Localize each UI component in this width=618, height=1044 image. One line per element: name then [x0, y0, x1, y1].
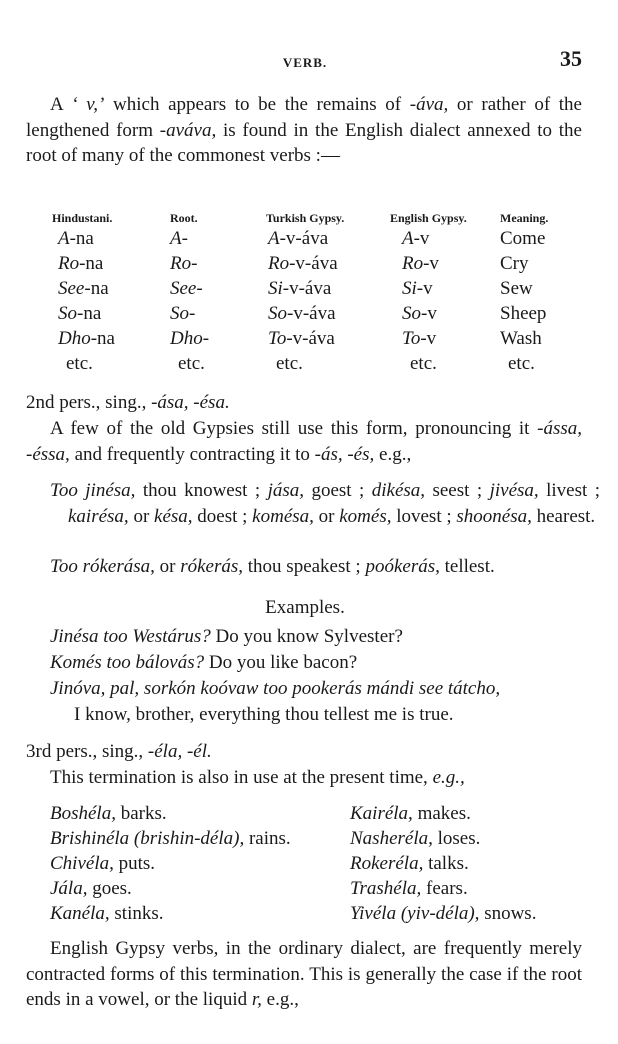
verb-entry: Nasheréla, loses.: [350, 828, 481, 849]
table-header-cell: Turkish Gypsy.: [266, 211, 345, 225]
verb-list-row: [50, 826, 582, 851]
verb-entry: Kairéla, makes.: [350, 803, 471, 824]
table-cell: Dho-na: [58, 328, 115, 349]
second-person-examples: Too jinésa, thou knowest ; jása, goest ; dikésa, seest ; jivésa, livest ; kairésa, or késa, doest ; komésa, or komés, lovest ; shoonésa, hearest.: [50, 480, 600, 527]
verb-entry: Kanéla, stinks.: [50, 903, 164, 924]
page-number: 35: [560, 46, 582, 71]
table-row: [52, 251, 592, 276]
table-cell: Sew: [500, 278, 533, 299]
table-row: [52, 326, 592, 351]
table-cell: Ro-v: [402, 253, 439, 274]
table-header-cell: English Gypsy.: [390, 211, 467, 225]
table-cell: etc.: [66, 353, 93, 374]
examples-heading: Examples.: [265, 597, 345, 618]
table-cell: So-: [170, 303, 196, 324]
second-person-label: 2nd pers., sing., -ása, -ésa.: [26, 392, 230, 413]
table-cell: etc.: [508, 353, 535, 374]
table-cell: To-v-áva: [268, 328, 335, 349]
verb-entry: Trashéla, fears.: [350, 878, 468, 899]
verb-entry: Jála, goes.: [50, 878, 132, 899]
table-row: [52, 301, 592, 326]
second-person-paragraph: A few of the old Gypsies still use this form, pronouncing it -ássa, -éssa, and frequently contracting it to -ás, -és, e.g.,: [26, 418, 582, 465]
verb-entry: Rokeréla, talks.: [350, 853, 469, 874]
table-cell: Ro-: [170, 253, 198, 274]
example-1: Jinésa too Westárus? Do you know Sylvester?: [50, 626, 403, 647]
table-cell: A-v: [402, 228, 430, 249]
verb-table: [52, 204, 592, 376]
verb-entry: Brishinéla (brishin-déla), rains.: [50, 828, 291, 849]
table-row: [52, 226, 592, 251]
table-cell: So-na: [58, 303, 102, 324]
table-header-cell: Meaning.: [500, 211, 549, 225]
running-title: VERB.: [282, 55, 328, 70]
table-header: [52, 204, 592, 226]
table-cell: etc.: [178, 353, 205, 374]
table-cell: Ro-na: [58, 253, 104, 274]
example-2: Komés too bálovás? Do you like bacon?: [50, 652, 358, 673]
second-person-speak: Too rókerása, or rókerás, thou speakest ; poókerás, tellest.: [50, 556, 495, 577]
verb-entry: Chivéla, puts.: [50, 853, 156, 874]
page-header: [26, 46, 584, 74]
table-cell: Wash: [500, 328, 542, 349]
example-3: Jinóva, pal, sorkón koóvaw too pookerás mándi see tátcho,: [50, 678, 501, 699]
table-header-cell: Root.: [170, 211, 198, 225]
verb-list-row: [50, 876, 582, 901]
table-cell: Si-v-áva: [268, 278, 332, 299]
table-cell: A-na: [58, 228, 94, 249]
verb-list-row: [50, 851, 582, 876]
table-cell: A-v-áva: [268, 228, 329, 249]
table-row: [52, 276, 592, 301]
table-cell: Cry: [500, 253, 529, 274]
third-person-verb-list: [50, 801, 582, 926]
table-cell: Si-v: [402, 278, 433, 299]
table-row: [52, 351, 592, 376]
table-cell: See-na: [58, 278, 109, 299]
table-cell: So-v-áva: [268, 303, 336, 324]
third-person-intro: This termination is also in use at the present time, e.g.,: [50, 767, 465, 788]
table-cell: A-: [170, 228, 188, 249]
intro-paragraph: A ‘ v,’ which appears to be the remains of -áva, or rather of the lengthened form -aváva, is found in the English dialect annexed to the root of many of the commonest verbs :—: [26, 94, 582, 166]
table-cell: Sheep: [500, 303, 547, 324]
table-header-cell: Hindustani.: [52, 211, 113, 225]
table-cell: Come: [500, 228, 546, 249]
table-cell: So-v: [402, 303, 437, 324]
table-cell: See-: [170, 278, 203, 299]
table-cell: To-v: [402, 328, 437, 349]
table-cell: etc.: [410, 353, 437, 374]
table-cell: etc.: [276, 353, 303, 374]
verb-entry: Yivéla (yiv-déla), snows.: [350, 903, 537, 924]
example-3-translation: I know, brother, everything thou tellest me is true.: [74, 704, 454, 725]
final-paragraph: English Gypsy verbs, in the ordinary dialect, are frequently merely contracted forms of this termination. This is generally the case if the root ends in a vowel, or the liquid r, e.g.,: [26, 938, 582, 1010]
verb-entry: Boshéla, barks.: [50, 803, 167, 824]
table-cell: Ro-v-áva: [268, 253, 338, 274]
third-person-label: 3rd pers., sing., -éla, -él.: [26, 741, 212, 762]
verb-list-row: [50, 801, 582, 826]
table-cell: Dho-: [170, 328, 210, 349]
verb-list-row: [50, 901, 582, 926]
